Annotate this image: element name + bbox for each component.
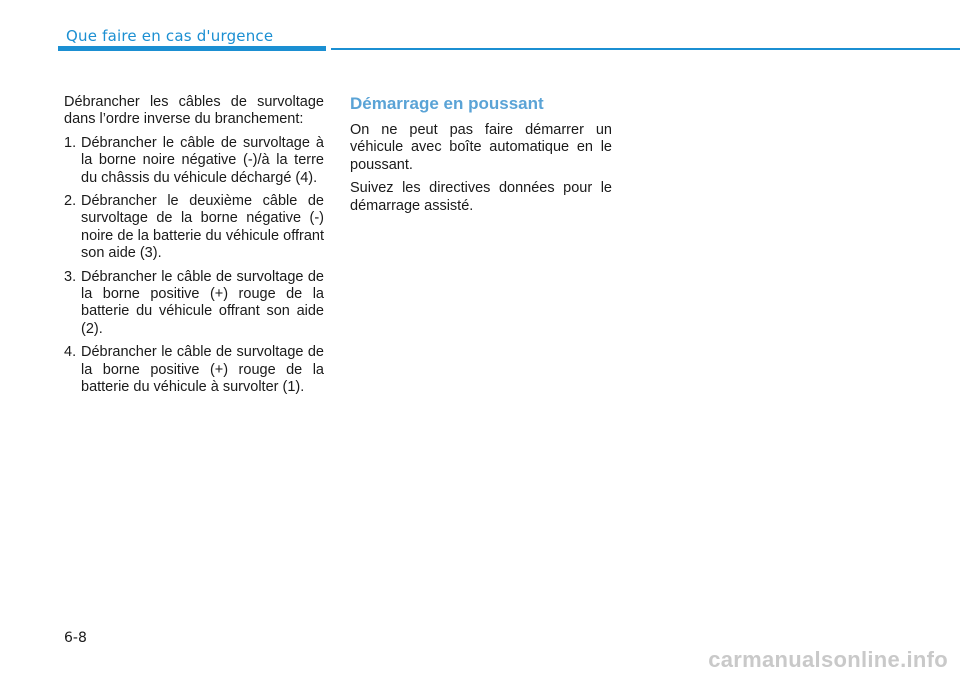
- step-number: 3.: [64, 268, 77, 285]
- step-number: 4.: [64, 344, 77, 361]
- body-paragraph: On ne peut pas faire démarrer un véhicule avec boîte automatique en le poussant.: [350, 122, 612, 173]
- watermark: carmanualsonline.info: [708, 647, 948, 672]
- step-text: Débrancher le câble de survoltage de la borne positive (+) rouge de la batterie du véhicule offrant son aide (2).: [81, 268, 324, 337]
- section-header-title: Que faire en cas d'urgence: [66, 27, 274, 45]
- step-text: Débrancher le deuxième câble de survoltage de la borne négative (-) noire de la batterie du véhicule offrant son aide (3).: [81, 193, 324, 262]
- body-paragraph: Suivez les directives données pour le démarrage assisté.: [350, 180, 612, 214]
- disconnect-steps-list: [64, 135, 324, 397]
- step-number: 1.: [64, 134, 77, 151]
- right-column: [350, 94, 612, 221]
- section-heading: Démarrage en poussant: [350, 94, 544, 113]
- step-text: Débrancher le câble de survoltage de la borne positive (+) rouge de la batterie du véhicule à survolter (1).: [81, 344, 324, 396]
- list-item: [64, 269, 324, 339]
- step-text: Débrancher le câble de survoltage à la borne noire négative (-)/à la terre du châssis du véhicule déchargé (4).: [81, 134, 324, 186]
- list-item: [64, 193, 324, 263]
- page-number: 6-8: [64, 630, 87, 646]
- list-item: [64, 344, 324, 396]
- header-rule-thin: [331, 48, 960, 50]
- list-item: [64, 135, 324, 187]
- intro-paragraph: Débrancher les câbles de survoltage dans l’ordre inverse du branchement:: [64, 94, 324, 128]
- header-rule-thick: [58, 46, 326, 51]
- left-column: [64, 94, 324, 403]
- step-number: 2.: [64, 193, 77, 210]
